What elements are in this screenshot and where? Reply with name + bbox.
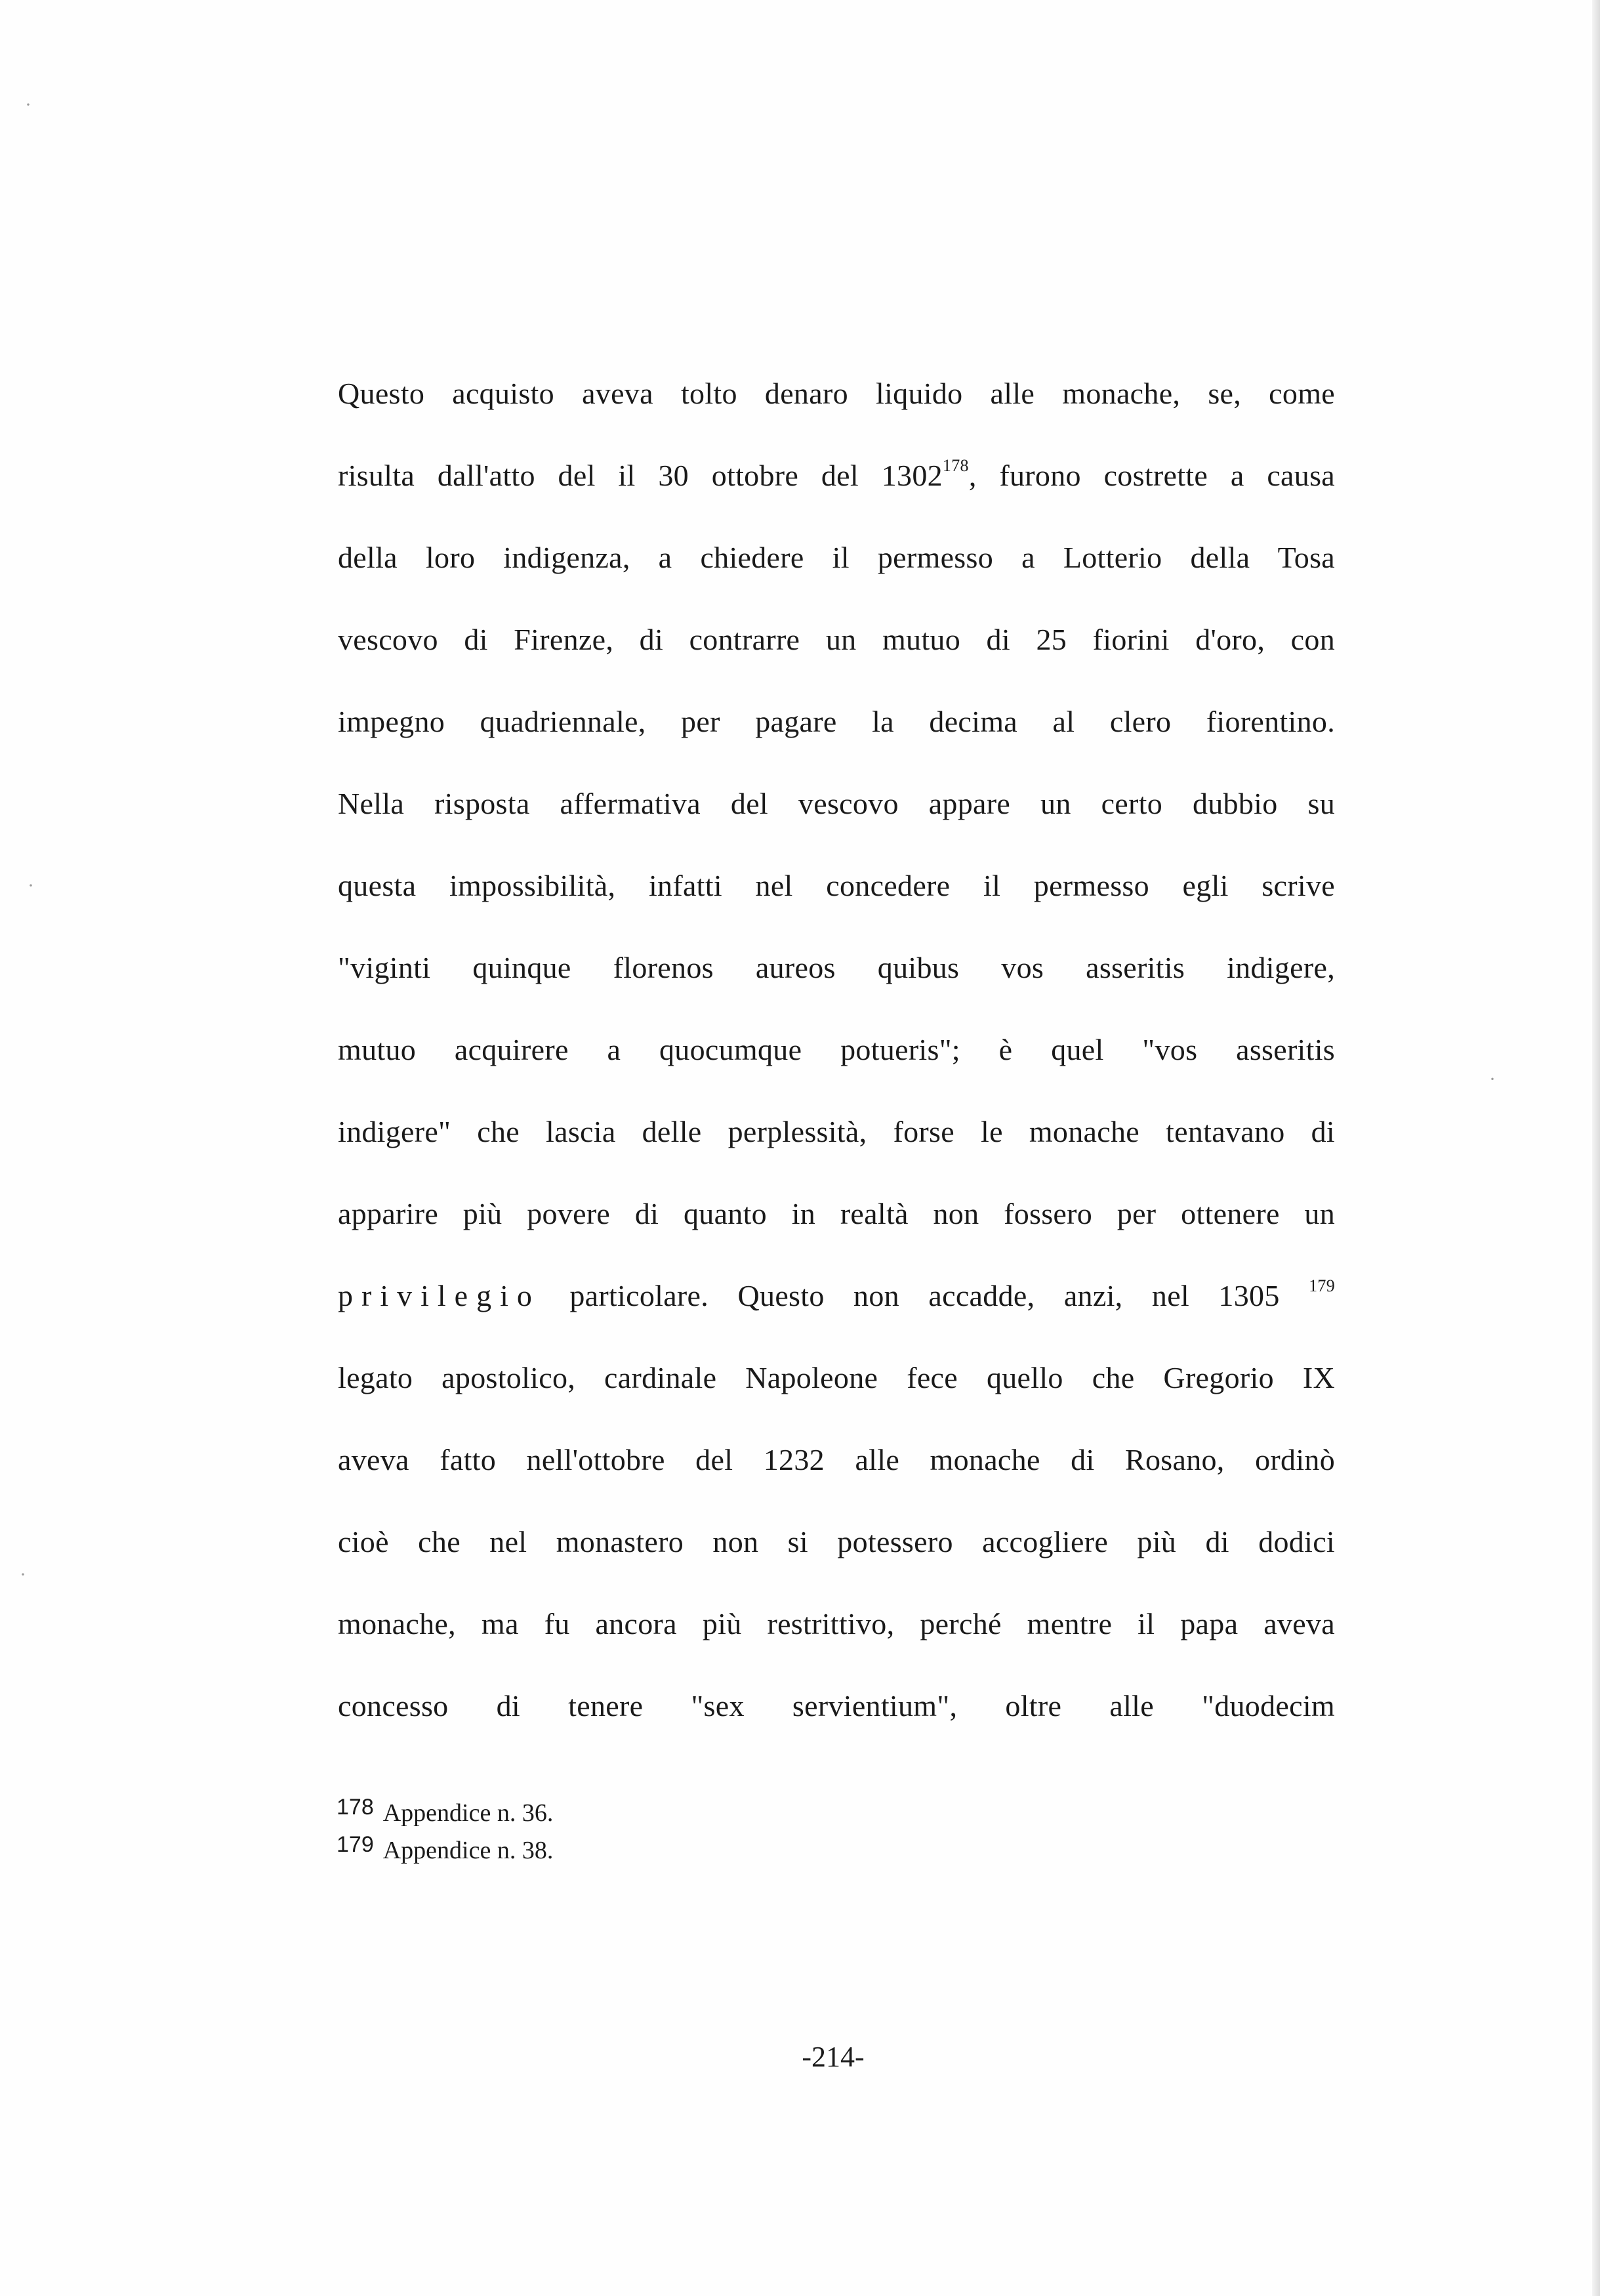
text-line-12-end: particolare. Questo non accadde, anzi, nel 1305 [569,1279,1280,1312]
scan-speck: · [28,875,34,896]
scan-speck: · [20,1564,26,1585]
text-line-13: legato apostolico, cardinale Napoleone fece quello che Gregorio IX [338,1361,1335,1394]
text-line-15: cioè che nel monastero non si potessero accogliere più di dodici [338,1525,1335,1558]
footnote-text: Appendice n. 36. [382,1799,554,1827]
text-line-2 [338,449,1335,502]
scan-speck: · [1489,1068,1496,1090]
text-line-16: monache, ma fu ancora più restrittivo, perché mentre il papa aveva [338,1607,1335,1640]
footnote-179 [337,1829,861,1866]
text-line-14: aveva fatto nell'ottobre del 1232 alle monache di Rosano, ordinò [338,1443,1335,1476]
text-line-8: "viginti quinque florenos aureos quibus vos asseritis indigere, [338,951,1335,984]
footnote-number: 179 [337,1832,374,1857]
text-line-17: concesso di tenere "sex servientium", oltre alle "duodecim [338,1689,1335,1722]
text-line-1: Questo acquisto aveva tolto denaro liquido alle monache, se, come [338,377,1335,410]
page-edge-shadow [1592,0,1600,2296]
footnote-ref-178: 178 [942,456,969,475]
text-line-4: vescovo di Firenze, di contrarre un mutuo di 25 fiorini d'oro, con [338,623,1335,656]
footnotes [337,1791,861,1866]
text-line-10: indigere" che lascia delle perplessità, forse le monache tentavano di [338,1115,1335,1148]
text-line-7: questa impossibilità, infatti nel concedere il permesso egli scrive [338,869,1335,902]
text-line-2-end: , furono costrette a causa [968,459,1335,492]
text-line-6: Nella risposta affermativa del vescovo appare un certo dubbio su [338,787,1335,820]
scan-speck: · [25,94,31,115]
page-number: -214- [802,2041,865,2073]
text-line-5: impegno quadriennale, per pagare la decima al clero fiorentino. [338,705,1335,738]
footnote-number: 178 [337,1795,374,1820]
footnote-text: Appendice n. 38. [382,1837,554,1864]
text-line-2-start: risulta dall'atto del il 30 ottobre del 1302 [338,459,943,492]
footnote-ref-179: 179 [1309,1276,1335,1295]
text-line-3: della loro indigenza, a chiedere il permesso a Lotterio della Tosa [338,541,1335,574]
text-line-12 [338,1270,1335,1322]
footnote-178 [337,1791,861,1829]
spaced-word-privilegio: privilegio [338,1279,541,1312]
text-line-11: apparire più povere di quanto in realtà non fossero per ottenere un [338,1197,1335,1230]
text-line-9: mutuo acquirere a quocumque potueris"; è quel "vos asseritis [338,1033,1335,1066]
